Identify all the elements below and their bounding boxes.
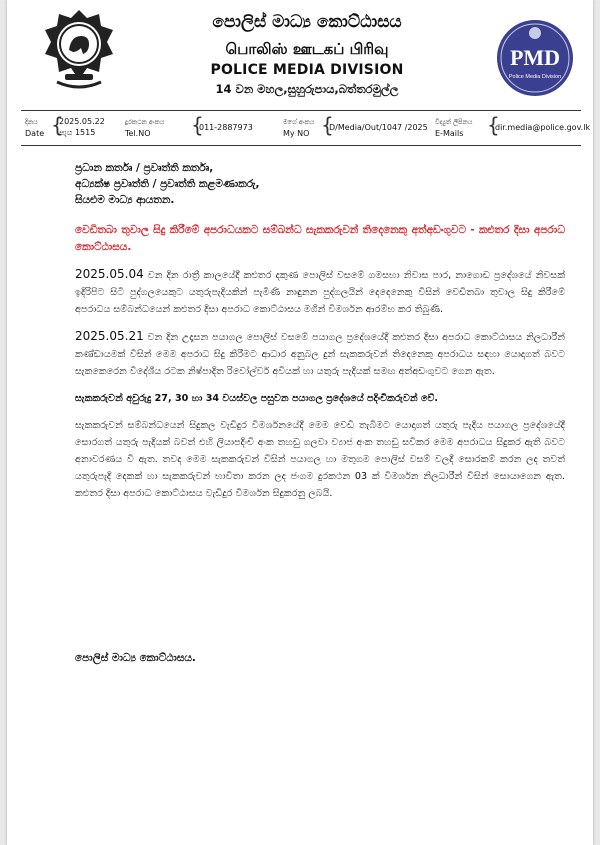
tel-label: දුරකථන අංකය Tel.NO (125, 118, 165, 138)
police-emblem-icon (43, 8, 115, 90)
letter-body (75, 160, 565, 502)
paragraph: 2025.05.21 වන දින උදෑසන පයාගල පොලිස් වසමේ පයාගල ප්‍රදේශයේදී කළුතර දිසා අපරාධ කොට්ඨාසය නිලධාරීන් කණ්ඩායමක් විසින් මෙම අපරාධ සිදු කිරීමට ආධාර අනුබල දුන් සැකකරුවන් තිදෙනෙකු අපරාධය සඳහා යොදාගත් බවට සැකකෙරෙන විදේශීය රටක නිෂ්පාදිත රිවෝල්වර් අවියක් හා යතුරු පැදියක් සමඟ අත්අඩංගුවට ගෙන ඇත. (75, 329, 565, 377)
pmd-logo-subtext: Police Media Division (508, 74, 562, 80)
press-release-page (7, 0, 593, 845)
signoff: පොලිස් මාධ්‍ය කොට්ඨාසය. (75, 652, 196, 664)
office-address: 14 වන මහල,සුහුරුපාය,බත්තරමුල්ල (215, 82, 399, 96)
paragraph: සැකකරුවන් අවුරුදු 27, 30 හා 34 වයස්වල පසුවන පයාගල ප්‍රදේශයේ පදිංචිකරුවන් වේ. (75, 393, 439, 404)
subject-line: වෙඩිතබා තුවාල සිදු කිරීමේ අපරාධයකට සම්බන්ධ සැකකරුවන් තිදෙනෙකු අත්අඩංගුවට - කළුතර දිසා අපරාධ කොට්ඨාසය. (75, 224, 565, 253)
office-name-tamil: பொலிஸ் ஊடகப் பிரிவு (225, 40, 389, 58)
office-name-english: POLICE MEDIA DIVISION (210, 62, 404, 78)
email-label: විද්‍යුත් ලිපිනය E-Mails (435, 118, 473, 138)
addressee-line: සියළුම මාධ්‍ය ආයතන. (75, 194, 175, 206)
date-value: 2025.05.22 පැය 1515 (59, 117, 105, 137)
paragraph: සැකකරුවන් සම්බන්ධයෙන් සිදුකල වැඩිදුර විමර්ශනයේදී මෙම වෙඩි තැබීමට යොදාගත් යතුරු පැදිය පයාගල ප්‍රදේශයේදී සොරගත් යතුරු පැදියක් බවත් එහි ලියාපදිංචි අංක තහඩු ගලවා ව්‍යාජ අංක තහඩු සවිකර මෙම අපරාධය සිදුකර ඇති බවට අනාවරණය වී ඇත. තවද මෙම සැකකරුවන් විසින් පයාගල හා මතුගම පොලිස් වසම් වලදී සොරකම් කරන ලද තවත් යතුරුපැදි දෙකක් හා සැකකරුවන් භාවිතා කරන ලද ජංගම දුරකථන 03 ක් විමර්ශන නිලධාරීන් විසින් සොයාගෙන ඇත. කළුතර දිසා අපරාධ කොට්ඨාසය වැඩිදුර විමර්ශන සිදුකරනු ලබයි. (75, 420, 565, 499)
tel-value: 011-2887973 (199, 123, 253, 132)
myno-value: D/Media/Out/1047 /2025 (329, 123, 428, 132)
addressee-line: අධ්‍යක්ෂ ප්‍රවෘත්ති / ප්‍රවෘත්ති කළමණාකරු, (75, 178, 260, 190)
date-label: දිනය Date (25, 118, 45, 138)
addressee-line: ප්‍රධාන කර්තෘ / ප්‍රවෘත්ති කර්තෘ, (75, 162, 214, 174)
email-value: dir.media@police.gov.lk (495, 123, 591, 132)
reference-info-bar: දිනය Date { 2025.05.22 පැය 1515 දුරකථන අංකය Tel.NO { 011-2887973 මගේ අංකය My NO { D/Media/Out/1047 /2025 විද්‍යුත් ලිපිනය E-Mails { dir.media@police.gov.lk (21, 110, 581, 146)
pmd-logo-icon (495, 18, 575, 98)
paragraph-date: 2025.05.21 (75, 329, 144, 343)
office-name-sinhala: පොලිස් මාධ්‍ය කොට්ඨාසය (212, 12, 402, 32)
myno-label: මගේ අංකය My NO (283, 118, 315, 138)
letterhead (7, 0, 593, 110)
pmd-logo-text: PMD (509, 45, 561, 70)
paragraph-date: 2025.05.04 (75, 267, 144, 281)
paragraph: 2025.05.04 වන දින රාත්‍රී කාලයේදී කළුතර දකුණ පොලිස් වසමේ ගමසභා නිවාස පාර, නාගොඩ ප්‍රදේශයේ නිවසක් ඉදිරිපිට සිටි පුද්ගලයෙකුට යතුරුපැදියකින් පැමිණි නාඳුනන පුද්ගලයින් දෙදෙනෙකු විසින් වෙඩිතබා තුවාල සිදු කිරීමේ අපරාධය සම්බන්ධයෙන් කළුතර දිසා අපරාධ කොට්ඨාසය මගින් විමර්ශන ආරම්භ කර තිබුණි. (75, 267, 565, 315)
